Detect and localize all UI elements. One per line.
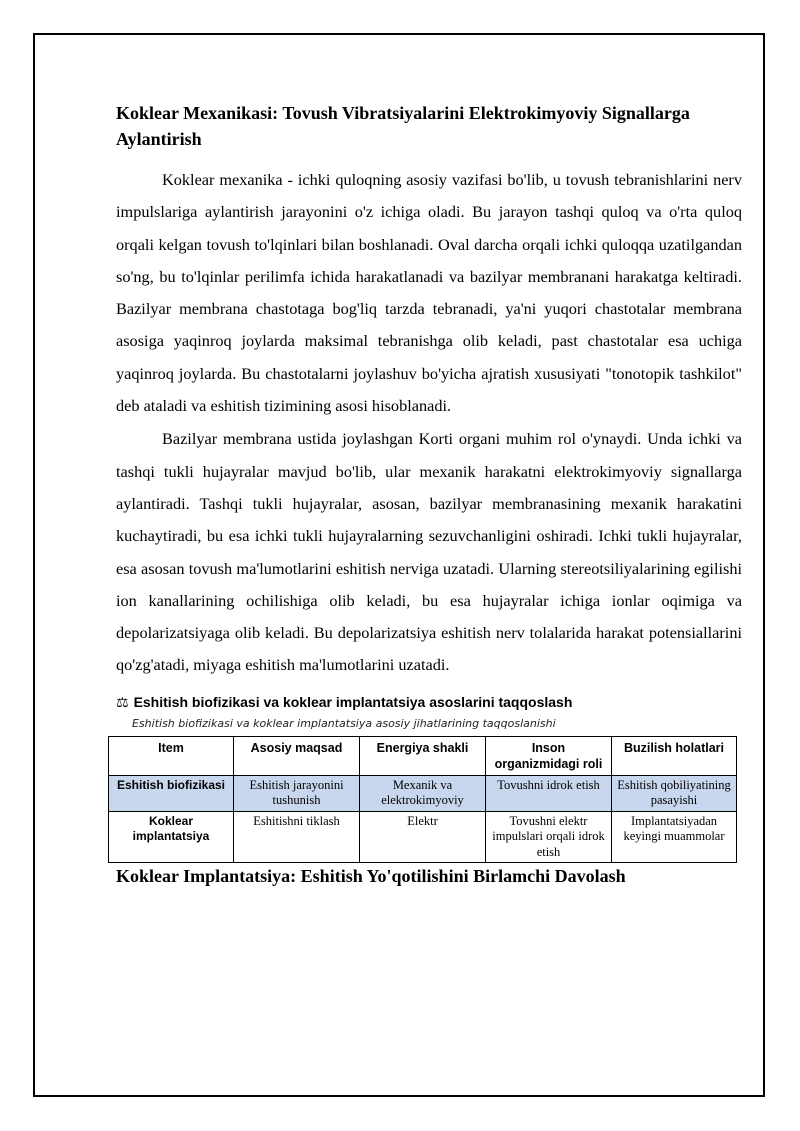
table-cell: Tovushni elektr impulslari orqali idrok etish xyxy=(486,811,612,863)
table-heading-text: Eshitish biofizikasi va koklear implantatsiya asoslarini taqqoslash xyxy=(133,694,573,711)
section-title: Koklear Mexanikasi: Tovush Vibratsiyalarini Elektrokimyoviy Signallarga Aylantirish xyxy=(116,103,690,149)
column-header: Buzilish holatlari xyxy=(612,736,737,775)
column-header: Energiya shakli xyxy=(360,736,486,775)
paragraph: Bazilyar membrana ustida joylashgan Korti organi muhim rol o'ynaydi. Unda ichki va tashqi tukli hujayralar mavjud bo'lib, ular mexanik harakatni elektrokimyoviy signallarga aylantiradi. Tashqi tukli hujayralar, asosan, bazilyar membranasining mexanik harakatini kuchaytiradi, bu esa ichki tukli hujayralarning sezuvchanligini oshiradi. Ichki tukli hujayralar, esa asosan tovush ma'lumotlarini eshitish nerviga uzatadi. Ularning stereotsiliyalarining egilishi ion kanallarining ochilishiga olib keladi, bu esa hujayralar ichiga ionlar oqimiga va depolarizatsiyaga olib keladi. Bu depolarizatsiya eshitish nerv tolalarida harakat potensiallarini qo'zg'atadi, miyaga eshitish ma'lumotlarini uzatadi. xyxy=(116,429,742,675)
table-cell: Eshitishni tiklash xyxy=(234,811,360,863)
table-cell: Tovushni idrok etish xyxy=(486,775,612,811)
comparison-table xyxy=(108,736,737,864)
column-header: Inson organizmidagi roli xyxy=(486,736,612,775)
row-header-cell: Eshitish biofizikasi xyxy=(109,775,234,811)
table-caption: Eshitish biofizikasi va koklear implantatsiya asosiy jihatlarining taqqoslanishi xyxy=(132,716,556,730)
table-cell: Eshitish jarayonini tushunish xyxy=(234,775,360,811)
table-cell: Implantatsiyadan keyingi muammolar xyxy=(612,811,737,863)
table-row xyxy=(109,811,737,863)
table-cell: Mexanik va elektrokimyoviy xyxy=(360,775,486,811)
table-heading xyxy=(116,694,742,711)
table-header-row xyxy=(109,736,737,775)
table-row xyxy=(109,775,737,811)
paragraph: Koklear mexanika - ichki quloqning asosiy vazifasi bo'lib, u tovush tebranishlarini nerv impulslariga aylantirish jarayonini o'z ichiga oladi. Bu jarayon tashqi quloq va o'rta quloq orqali kelgan tovush to'lqinlari bilan boshlanadi. Oval darcha orqali ichki quloqqa uzatilgandan so'ng, bu to'lqinlar perilimfa ichida harakatlanadi va bazilyar membranani harakatga keltiradi. Bazilyar membrana chastotaga bog'liq tarzda tebranadi, ya'ni yuqori chastotalar membrana asosiga yaqinroq joylarda maksimal tebranishga olib keladi, past chastotalar esa uchiga yaqinroq joylarda. Bu chastotalarni joylashuv bo'yicha ajratish xususiyati "tonotopik tashkilot" deb ataladi va eshitish tizimining asosi hisoblanadi. xyxy=(116,170,742,416)
scale-icon: ⚖ xyxy=(116,693,129,710)
row-header-cell: Koklear implantatsiya xyxy=(109,811,234,863)
document-content xyxy=(116,100,742,889)
table-cell: Eshitish qobiliyatining pasayishi xyxy=(612,775,737,811)
column-header: Asosiy maqsad xyxy=(234,736,360,775)
section-title: Koklear Implantatsiya: Eshitish Yo'qotilishini Birlamchi Davolash xyxy=(116,866,626,887)
column-header: Item xyxy=(109,736,234,775)
table-cell: Elektr xyxy=(360,811,486,863)
